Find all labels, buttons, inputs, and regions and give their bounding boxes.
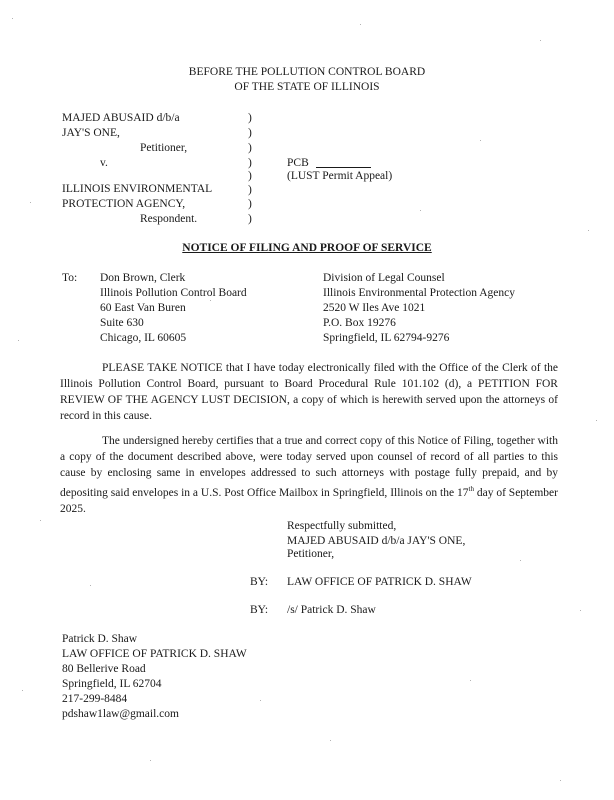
firm-name: LAW OFFICE OF PATRICK D. SHAW <box>287 576 472 588</box>
pcb-label: PCB <box>287 157 309 169</box>
notice-text-after: , a copy of which is herewith served upon the attorneys of record in this cause. <box>60 394 558 422</box>
signing-party-role: Petitioner, <box>287 548 335 560</box>
caption-paren: ) <box>248 198 252 210</box>
respondent-name-line1: ILLINOIS ENVIRONMENTAL <box>62 183 213 195</box>
attorney-city: Springfield, IL 62704 <box>62 678 162 690</box>
scan-speckle <box>90 585 91 586</box>
by-label: BY: <box>250 576 269 588</box>
notice-text-before: PLEASE TAKE NOTICE that I have today electronically filed with the Office of the Clerk of the Illinois Pollution Control Board, pursuant to Board Procedural Rule 101.102 (d), a <box>60 362 558 390</box>
scan-speckle <box>40 520 41 521</box>
scan-speckle <box>596 420 597 421</box>
caption-paren: ) <box>248 142 252 154</box>
recipient-clerk-line: Illinois Pollution Control Board <box>100 287 247 299</box>
recipient-agency <box>323 272 515 347</box>
recipient-clerk-line: Chicago, IL 60605 <box>100 332 187 344</box>
scan-speckle <box>520 560 521 561</box>
scan-speckle <box>150 760 151 761</box>
caption-paren: ) <box>248 184 252 196</box>
scan-speckle <box>330 740 331 741</box>
scan-speckle <box>18 340 19 341</box>
scan-speckle <box>22 690 23 691</box>
recipient-clerk <box>100 272 247 347</box>
by-label: BY: <box>250 604 269 616</box>
recipient-agency-line: P.O. Box 19276 <box>323 317 396 329</box>
scan-speckle <box>588 230 589 231</box>
scan-speckle <box>470 680 471 681</box>
respondent-role: Respondent. <box>140 213 198 225</box>
scan-speckle <box>580 610 581 611</box>
attorney-block <box>62 633 247 723</box>
attorney-firm: LAW OFFICE OF PATRICK D. SHAW <box>62 648 247 660</box>
attorney-name: Patrick D. Shaw <box>62 633 138 645</box>
caption-paren: ) <box>248 112 252 124</box>
document-title: NOTICE OF FILING AND PROOF OF SERVICE <box>182 242 432 254</box>
to-label: To: <box>62 272 78 284</box>
appeal-type: (LUST Permit Appeal) <box>287 170 393 182</box>
date-ordinal: th <box>468 485 474 493</box>
caption-paren: ) <box>248 127 252 139</box>
certification-paragraph <box>60 433 558 517</box>
versus: v. <box>100 157 108 169</box>
respondent-name-line2: PROTECTION AGENCY, <box>62 198 186 210</box>
recipient-agency-line: 2520 W Iles Ave 1021 <box>323 302 426 314</box>
caption-paren: ) <box>248 213 252 225</box>
petitioner-role: Petitioner, <box>140 142 188 154</box>
court-name-line1: BEFORE THE POLLUTION CONTROL BOARD <box>188 66 426 78</box>
caption-paren: ) <box>248 170 252 182</box>
notice-paragraph <box>60 360 558 424</box>
scan-speckle <box>420 210 421 211</box>
closing: Respectfully submitted, <box>287 520 397 532</box>
petitioner-name-line2: JAY'S ONE, <box>62 127 120 139</box>
scan-speckle <box>360 24 361 25</box>
attorney-phone: 217-299-8484 <box>62 693 128 705</box>
attorney-street: 80 Bellerive Road <box>62 663 146 675</box>
caption-paren: ) <box>248 157 252 169</box>
notice-petition-title: PETITION FOR REVIEW OF THE AGENCY LUST DECISION <box>60 378 558 406</box>
pcb-number <box>287 157 371 171</box>
scan-speckle <box>480 140 481 141</box>
attorney-email: pdshaw1law@gmail.com <box>62 708 179 720</box>
petitioner-name-line1: MAJED ABUSAID d/b/a <box>62 112 180 124</box>
certification-text-after: day of September 2025. <box>60 486 558 515</box>
court-name-line2: OF THE STATE OF ILLINOIS <box>234 81 380 93</box>
certification-text-before: The undersigned hereby certifies that a true and correct copy of this Notice of Filing, together with a copy of the document described above, were today served upon counsel of record of all parties to this cause by enclosing same in envelopes addressed to such attorneys with postage fully prepaid, and by depositing said envelopes in a U.S. Post Office Mailbox in Springfield, Illinois on the 17 <box>60 435 558 499</box>
pcb-blank-line <box>316 167 371 168</box>
scan-speckle <box>540 40 541 41</box>
recipient-clerk-line: Suite 630 <box>100 317 144 329</box>
scan-speckle <box>30 202 31 203</box>
recipient-agency-line: Division of Legal Counsel <box>323 272 445 284</box>
scan-speckle <box>12 18 13 19</box>
recipient-agency-line: Illinois Environmental Protection Agency <box>323 287 515 299</box>
recipient-clerk-line: Don Brown, Clerk <box>100 272 186 284</box>
scan-speckle <box>560 780 561 781</box>
electronic-signature: /s/ Patrick D. Shaw <box>287 604 376 616</box>
signing-party: MAJED ABUSAID d/b/a JAY'S ONE, <box>287 535 466 547</box>
scan-speckle <box>260 700 261 701</box>
recipient-clerk-line: 60 East Van Buren <box>100 302 186 314</box>
recipient-agency-line: Springfield, IL 62794-9276 <box>323 332 450 344</box>
